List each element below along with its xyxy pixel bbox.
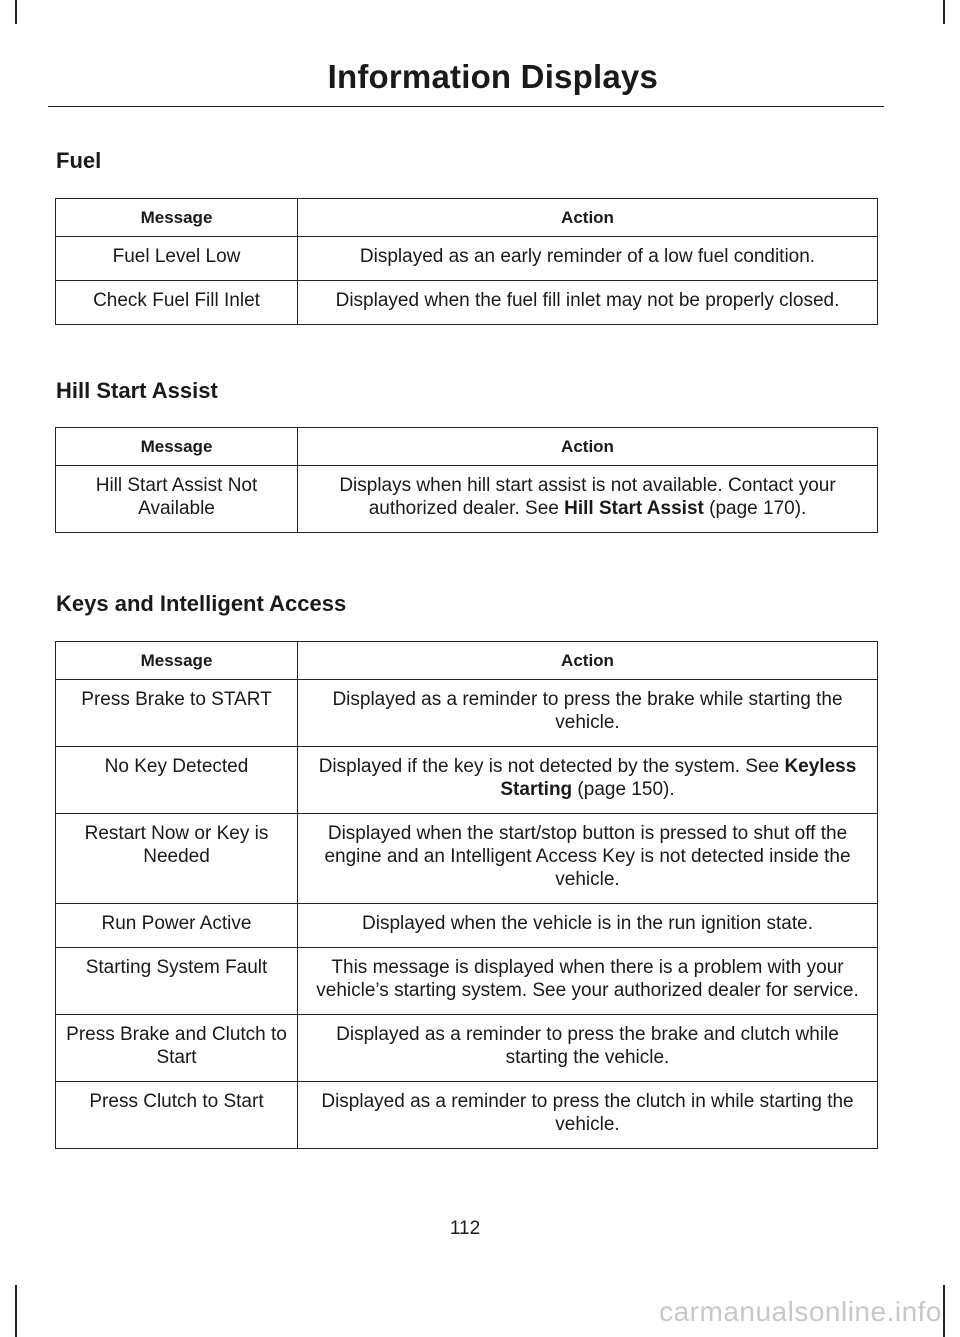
section-heading-hill-start-assist: Hill Start Assist: [56, 378, 218, 403]
keys-intelligent-access-table: [55, 641, 878, 1149]
table-row: [56, 680, 878, 747]
table-row: [56, 814, 878, 904]
table-row: [56, 1082, 878, 1149]
watermark: carmanualsonline.info: [659, 1296, 942, 1327]
cross-reference-link[interactable]: Hill Start Assist: [564, 498, 704, 519]
column-header-action: Action: [298, 642, 878, 680]
action-cell: Displayed as a reminder to press the clutch in while starting the vehicle.: [298, 1082, 878, 1149]
section-heading-keys-intelligent-access: Keys and Intelligent Access: [56, 591, 347, 616]
action-cell: [298, 747, 878, 814]
message-cell: Starting System Fault: [56, 948, 298, 1015]
column-header-message: Message: [56, 428, 298, 466]
header-rule: [48, 106, 884, 107]
table-header-row: [56, 642, 878, 680]
action-cell: This message is displayed when there is a problem with your vehicle’s starting system. See your authorized dealer for service.: [298, 948, 878, 1015]
page-number: 112: [449, 1218, 481, 1239]
message-cell: Press Brake and Clutch to Start: [56, 1015, 298, 1082]
table-row: [56, 281, 878, 325]
action-cell: [298, 466, 878, 533]
table-row: [56, 237, 878, 281]
column-header-action: Action: [298, 428, 878, 466]
action-cell: Displayed as a reminder to press the brake and clutch while starting the vehicle.: [298, 1015, 878, 1082]
message-cell: Hill Start Assist Not Available: [56, 466, 298, 533]
message-cell: Fuel Level Low: [56, 237, 298, 281]
table-header-row: [56, 428, 878, 466]
message-cell: Press Brake to START: [56, 680, 298, 747]
table-row: [56, 747, 878, 814]
message-cell: Press Clutch to Start: [56, 1082, 298, 1149]
page-reference: (page 150).: [572, 779, 675, 800]
message-cell: No Key Detected: [56, 747, 298, 814]
fuel-table: [55, 198, 878, 325]
column-header-message: Message: [56, 199, 298, 237]
crop-mark: [943, 0, 945, 24]
column-header-message: Message: [56, 642, 298, 680]
table-row: [56, 466, 878, 533]
crop-mark: [15, 1285, 17, 1337]
column-header-action: Action: [298, 199, 878, 237]
table-row: [56, 1015, 878, 1082]
action-cell: Displayed when the fuel fill inlet may not be properly closed.: [298, 281, 878, 325]
action-cell: Displayed as an early reminder of a low fuel condition.: [298, 237, 878, 281]
message-cell: Run Power Active: [56, 904, 298, 948]
message-cell: Check Fuel Fill Inlet: [56, 281, 298, 325]
section-heading-fuel: Fuel: [56, 148, 102, 173]
action-cell: Displayed as a reminder to press the brake while starting the vehicle.: [298, 680, 878, 747]
table-row: [56, 948, 878, 1015]
crop-mark: [15, 0, 17, 24]
table-row: [56, 904, 878, 948]
message-cell: Restart Now or Key is Needed: [56, 814, 298, 904]
page-reference: (page 170).: [703, 498, 807, 519]
action-text: Displays when hill start assist is not available. Contact your authorized dealer. See: [339, 475, 836, 519]
crop-mark: [943, 1285, 945, 1337]
action-cell: Displayed when the vehicle is in the run ignition state.: [298, 904, 878, 948]
hill-start-assist-table: [55, 427, 878, 533]
action-text: Displayed if the key is not detected by the system. See: [318, 756, 785, 777]
table-header-row: [56, 199, 878, 237]
page-title: Information Displays: [327, 58, 658, 95]
action-cell: Displayed when the start/stop button is pressed to shut off the engine and an Intelligent Access Key is not detected inside the vehicle.: [298, 814, 878, 904]
cross-reference-link[interactable]: Keyless Starting: [500, 756, 857, 800]
